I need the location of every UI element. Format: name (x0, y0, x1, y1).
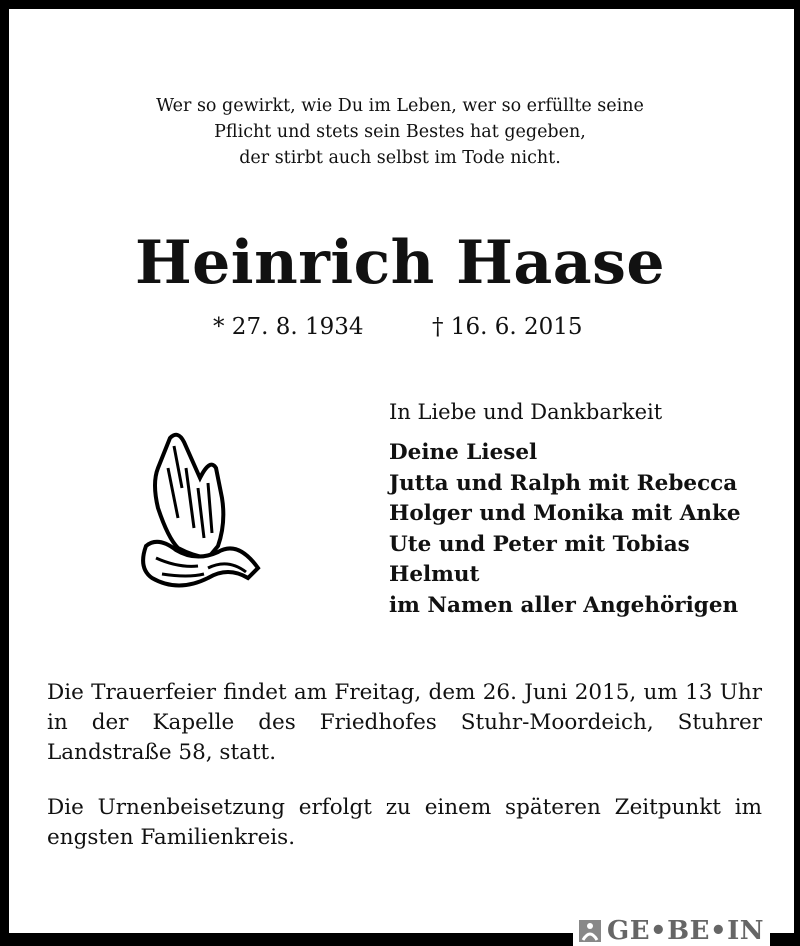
thanks-line: In Liebe und Dankbarkeit (389, 400, 663, 424)
family-member: Holger und Monika mit Anke (389, 501, 741, 526)
logo-text: GE•BE•IN (607, 916, 764, 946)
family-member: Ute und Peter mit Tobias (389, 531, 690, 557)
funeral-info: Die Trauerfeier findet am Freitag, dem 26. Juni 2015, um 13 Uhr in der Kapelle des Friedhofes Stuhr-Moordeich, Stuhrer Landstraße 58, statt. (47, 680, 762, 765)
family-member: Jutta und Ralph mit Rebecca (389, 470, 738, 496)
deceased-name: Heinrich Haase (134, 228, 666, 298)
family-member: Deine Liesel (389, 440, 538, 465)
urn-burial-info: Die Urnenbeisetzung erfolgt zu einem späteren Zeitpunkt im engsten Familienkreis. (47, 795, 762, 850)
birth-date: * 27. 8. 1934 (213, 314, 364, 340)
epigraph-line: Wer so gewirkt, wie Du im Leben, wer so erfüllte seine (156, 96, 644, 116)
publisher-logo (573, 916, 770, 946)
family-member: im Namen aller Angehörigen (389, 592, 739, 618)
epigraph (0, 93, 800, 171)
logo-mark-icon (579, 920, 601, 942)
death-date: † 16. 6. 2015 (432, 314, 583, 340)
epigraph-line: der stirbt auch selbst im Tode nicht. (239, 148, 561, 168)
epigraph-line: Pflicht und stets sein Bestes hat gegeben, (214, 122, 586, 142)
praying-hands-icon (138, 428, 263, 600)
family-member: Helmut (389, 562, 480, 587)
family-list (389, 438, 741, 621)
